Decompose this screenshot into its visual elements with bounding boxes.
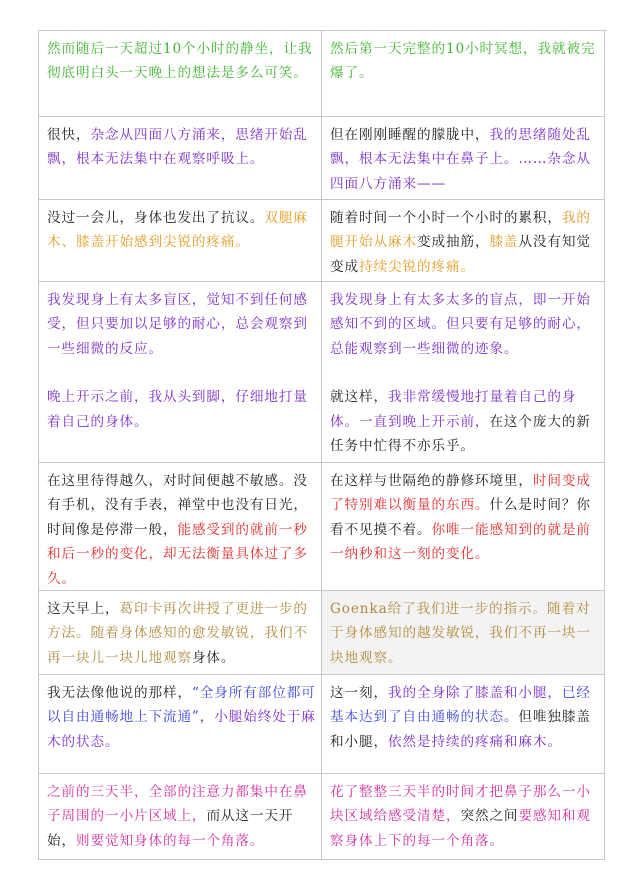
table-row <box>39 774 607 860</box>
table-cell-left <box>39 774 322 860</box>
paragraph <box>330 469 600 567</box>
text-run: 之前的三天半，全部的注意力都集中在鼻子周围的一小片区域上， <box>47 784 308 825</box>
text-run: 这天早上， <box>47 601 120 617</box>
paragraph-gap <box>47 361 317 385</box>
paragraph <box>330 37 600 86</box>
text-run: 我的全身除了膝盖和小腿， <box>387 685 562 701</box>
paragraph <box>330 288 600 361</box>
paragraph <box>47 288 317 361</box>
paragraph <box>330 780 600 853</box>
text-run: 双腿麻木、膝盖开始感到尖锐的疼痛。 <box>47 210 308 251</box>
text-run: 这一刻， <box>330 685 388 701</box>
paragraph <box>330 681 600 754</box>
text-run: 但在刚刚睡醒的朦胧中， <box>330 127 490 143</box>
table-row <box>39 591 607 675</box>
text-run: 我发现身上有太多太多的盲点，即一开始感知不到的区域。但只要有足够的耐心，总能观察到一些细微的迹象。 <box>330 292 591 357</box>
text-run: 要感知和观察身体上下的每一个角落。 <box>330 808 591 849</box>
table-row <box>39 675 607 774</box>
text-run: 从没有知觉变成 <box>330 234 591 275</box>
text-run: 什么是时间？你看不见摸不着。 <box>330 497 591 538</box>
paragraph <box>47 385 317 434</box>
text-run: 我的思绪随处乱飘，根本无法集中在鼻子上。……杂念从四面八方涌来—— <box>330 127 591 192</box>
text-run: 已经基本达到了自由通畅的状态。 <box>330 685 591 726</box>
paragraph <box>330 123 600 196</box>
table-row <box>39 200 607 282</box>
table-row <box>39 117 607 200</box>
text-run: ，小腿始终处于麻木的状态。 <box>47 709 316 750</box>
table-cell-right <box>322 200 605 282</box>
text-run: 杂念从四面八方涌来，思绪开始乱飘，根本无法集中在观察呼吸上。 <box>47 127 308 168</box>
text-run: 但唯独膝盖和小腿， <box>330 709 591 750</box>
text-run: “全身所有部位都可以自由通畅地上下流通” <box>47 685 316 726</box>
text-run: 我无法像他说的那样， <box>47 685 192 701</box>
paragraph-gap <box>330 361 600 385</box>
paragraph <box>47 681 317 754</box>
table-row <box>39 282 607 463</box>
text-run: 晚上开示之前，我从头到脚，仔细地打量着自己的身体。 <box>47 389 308 430</box>
table-cell-left <box>39 463 322 591</box>
table-cell-right <box>322 675 605 774</box>
text-run: 身体。 <box>191 649 236 666</box>
table-cell-left <box>39 675 322 774</box>
text-run: 我发现身上有太多盲区，觉知不到任何感受，但只要加以足够的耐心，总会观察到一些细微的反应。 <box>47 292 308 357</box>
table-cell-right <box>322 117 605 200</box>
text-run: 你唯一能感知到的就是前一纳秒和这一刻的变化。 <box>330 521 591 563</box>
text-run: 葛印卡再次讲授了更进一步的方法。随着身体感知的愈发敏锐，我们不再一块儿一块儿地观察 <box>47 601 308 666</box>
text-run: 在这个庞大的新任务中忙得不亦乐乎。 <box>330 413 591 455</box>
paragraph <box>47 597 317 670</box>
text-run: 没过一会儿，身体也发出了抗议。 <box>47 210 265 226</box>
text-run: 而从这一天开始， <box>47 808 294 849</box>
table-row <box>39 463 607 591</box>
text-run: 然后第一天完整的10小时冥想，我就被完爆了。 <box>330 41 596 82</box>
text-run: 时间变成了特别难以衡量的东西。 <box>330 473 591 514</box>
text-run: 则要觉知身体的每一个角落。 <box>76 832 265 849</box>
text-run: 随着时间一个小时一个小时的累积， <box>330 210 562 226</box>
table-cell-left <box>39 117 322 200</box>
paragraph <box>330 597 600 670</box>
text-run: 持续尖锐的疼痛。 <box>359 258 475 275</box>
table-cell-left <box>39 591 322 675</box>
table-cell-right <box>322 774 605 860</box>
text-run: 我的腿开始从麻木 <box>330 210 591 251</box>
comparison-table <box>38 30 607 860</box>
paragraph <box>47 206 317 255</box>
paragraph <box>47 469 317 591</box>
paragraph <box>47 780 317 853</box>
text-run: 就这样， <box>330 389 388 406</box>
table-cell-right <box>322 282 605 463</box>
paragraph <box>330 385 600 458</box>
table-cell-left <box>39 31 322 117</box>
text-run: 在这样与世隔绝的静修环境里， <box>330 473 533 489</box>
text-run: 花了整整三天半的时间才把鼻子那么一小块区域给感受清楚， <box>330 784 591 825</box>
text-run: 变成抽筋， <box>416 234 490 251</box>
table-cell-left <box>39 282 322 463</box>
text-run: 很快， <box>47 127 91 143</box>
text-run: Goenka给了我们进一步的指示。随着对于身体感知的越发敏锐，我们不再一块一块地观察。 <box>330 601 591 666</box>
table-row <box>39 31 607 117</box>
paragraph <box>47 123 317 172</box>
text-run: 然而随后一天超过10个小时的静坐，让我彻底明白头一天晚上的想法是多么可笑。 <box>47 41 313 82</box>
paragraph <box>47 37 317 86</box>
text-run: 我非常缓慢地打量着自己的身体。一直到晚上开示前， <box>330 389 577 430</box>
text-run: 膝盖 <box>489 234 519 251</box>
table-cell-left <box>39 200 322 282</box>
text-run: 能感受到的就前一秒和后一秒的变化，却无法衡量具体过了多久。 <box>47 521 308 587</box>
text-run: 在这里待得越久，对时间便越不敏感。没有手机，没有手表，禅堂中也没有日光，时间像是停滞一般， <box>47 473 308 538</box>
text-run: 依然是持续的疼痛和麻木。 <box>387 733 562 750</box>
paragraph <box>330 206 600 279</box>
table-cell-right <box>322 31 605 117</box>
table-cell-right <box>322 463 605 591</box>
text-run: 突然之间 <box>460 808 519 825</box>
table-cell-right <box>322 591 605 675</box>
